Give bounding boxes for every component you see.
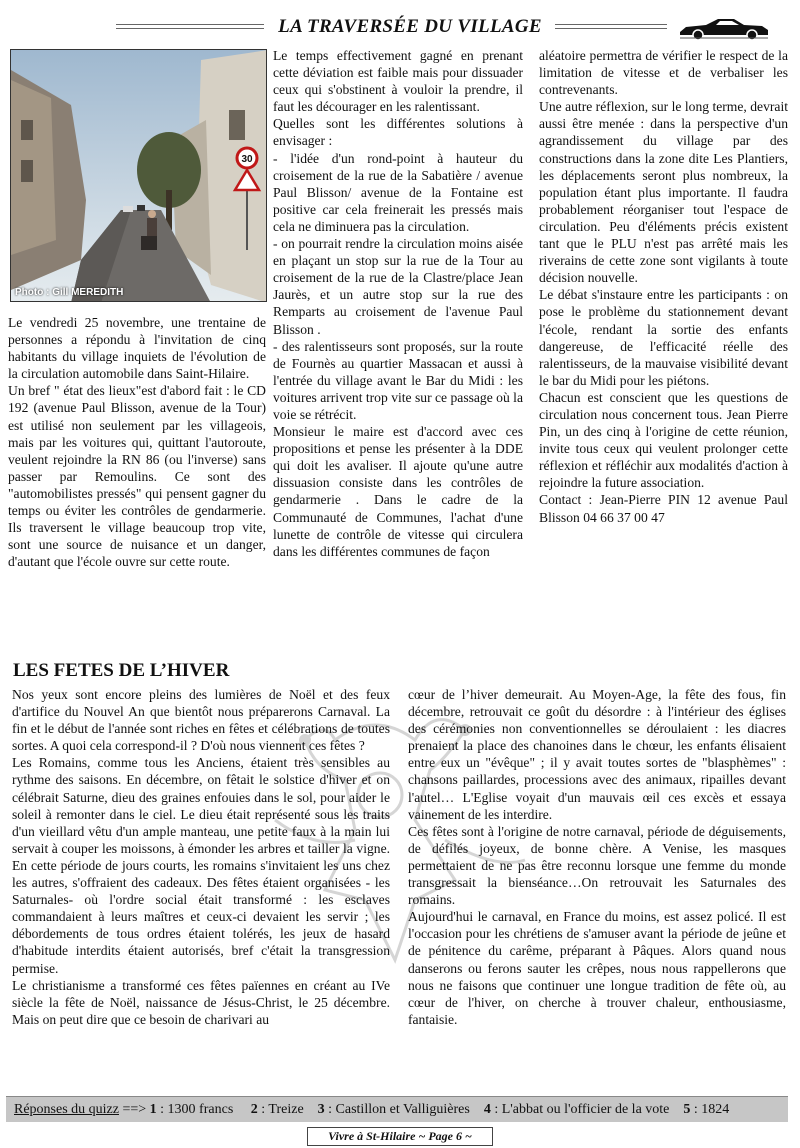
paragraph: Le christianisme a transformé ces fêtes païennes en créant au IVe siècle la fête de Noël, naissance de Jésus-Christ, le 25 décembre. Mais on peut dire que ce besoin de charivari au [12,977,390,1027]
page-footer: Vivre à St-Hilaire ~ Page 6 ~ [307,1127,493,1146]
section-title: LES FETES DE L’HIVER [13,660,230,681]
quiz-answer-text: : L'abbat ou l'officier de la vote [490,1102,670,1117]
article2-column-1 [12,686,390,1028]
paragraph: Une autre réflexion, sur le long terme, devrait aussi être menée : dans la perspective d'un agrandissement du village par des constructions dans la zone dite Les Plantiers, les déplacements seront plus nombreux, la population étant plus importante. Il faudra probablement réorganiser tout l'espace de circulation. Peu d'éléments précis existent tant que le PLU n'est pas arrêté mais les riverains de cette zone sont vigilants à toute décision nouvelle. [539,99,788,286]
quiz-answer-number: 3 [317,1102,325,1117]
quiz-answer-number: 1 [149,1102,157,1117]
paragraph: - l'idée d'un rond-point à hauteur du croisement de la rue de la Sabatière / avenue Paul Blisson/ avenue de la Fontaine est positive car cela freinerait les pressés mais cela ne diminuera pas la circulation. [273,150,523,234]
header-rule [116,24,264,25]
paragraph: Le débat s'instaure entre les participants : on pose le problème du stationnement devant l'école, rendant la sortie des enfants dangereuse, de l'efficacité réelle des ralentisseurs, de la mauvaise visibilité devant le bar du Midi pour les piétons. [539,287,788,388]
paragraph: Contact : Jean-Pierre PIN 12 avenue Paul Blisson 04 66 37 00 47 [539,492,788,525]
article2-column-2 [408,686,786,1028]
article1-column-1 [8,314,266,570]
quiz-answer-text: : Treize [257,1102,304,1117]
quiz-answers-bar [6,1096,788,1122]
paragraph: Monsieur le maire est d'accord avec ces propositions et pense les présenter à la DDE qui doit les avaliser. Il ajoute qu'une autre dissuasion consiste dans les contrôles de gendarmerie . Dans le cadre de la Communauté de Communes, l'achat d'une lunette de contrôle de vitesse qui circulera dans les différentes communes de façon [273,424,523,559]
quiz-answer-number: 2 [250,1102,258,1117]
speed-limit-sign: 30 [241,154,253,165]
paragraph: Nos yeux sont encore pleins des lumières de Noël et des feux d'artifice du Nouvel An que bientôt nous préparerons Carnaval. La fin et le début de l'année sont riches en fêtes et célébrations de toutes sortes. A quoi cela correspond-il ? D'où nous viennent ces fêtes ? [12,687,390,754]
quiz-label: Réponses du quizz [14,1102,119,1117]
quiz-answer-text: : Castillon et Valliguières [324,1102,470,1117]
paragraph: aléatoire permettra de vérifier le respect de la limitation de vitesse et de verbaliser les contrevenants. [539,48,788,98]
paragraph: Quelles sont les différentes solutions à envisager : [273,116,523,149]
quiz-answer-text: : 1824 [690,1102,730,1117]
paragraph: Un bref " état des lieux"est d'abord fait : le CD 192 (avenue Paul Blisson, avenue de la Tour) est utilisé non seulement par les villageois, mais par les voitures qui, quittant l'autoroute, veulent rejoindre la RN 86 (ou l'inverse) sans passer par Remoulins. Ce sont des "automobilistes pressés" qui pensent gagner du temps ou éviter les contrôles de gendarmerie. Ils traversent le village beaucoup trop vite, sont une source de nuisance et un danger, d'autant que l'école ouvre sur cette route. [8,383,266,570]
quiz-answer-number: 5 [683,1102,691,1117]
quiz-answer-text: : 1300 francs [156,1102,234,1117]
article1-column-2 [273,47,523,560]
paragraph: cœur de l’hiver demeurait. Au Moyen-Age, la fête des fous, fin décembre, retrouvait ce goût du désordre : à l'intérieur des églises des cérémonies non conventionnelles se déroulaient : les diacres prenaient la place des chanoines dans le chœur, les enfants élisaient entre eux un "évêque" ; il y avait toutes sortes de "blasphèmes" : chansons paillardes, processions avec des animaux, ripailles devant l'autel… L'Eglise voyait d'un mauvais œil ces excès et essaya vainement de les interdire. [408,687,786,822]
paragraph: Aujourd'hui le carnaval, en France du moins, est assez policé. Il est l'occasion pour les chrétiens de s'amuser avant la période de jeûne et de pénitence du carême, préparant à Pâques. Alors quand nous danserons ou ferons sauter les crêpes, nous nous rappellerons que nous ne faisons que continuer une longue tradition de fête où, au cœur de l'hiver, on cherche à trouver chaleur, enthousiasme, fantaisie. [408,909,786,1027]
paragraph: Ces fêtes sont à l'origine de notre carnaval, période de déguisements, de défilés joyeux, de bonne chère. A Venise, les masques permettaient de ne pas être reconnu lorsque une femme du monde transgressait la bienséance…On retrouvait les Saturnales des romains. [408,823,786,908]
quiz-answer-number: 4 [483,1102,491,1117]
paragraph: Le temps effectivement gagné en prenant cette déviation est faible mais pour dissuader ceux qui s'obstinent à vouloir la prendre, il faut les décourager en les ralentissant. [273,48,523,115]
page-header [0,14,800,44]
header-rule [116,28,264,29]
header-rule [555,28,667,29]
article1-column-3 [539,47,788,526]
photo-credit: Photo : Gill MEREDITH [15,287,124,298]
header-rule [555,24,667,25]
quiz-arrow: ==> [118,1102,150,1117]
paragraph: - des ralentisseurs sont proposés, sur la route de Fournès au quartier Massacan et aussi à l'entrée du village avant le Bar du Midi : les voitures arrivent trop vite sur ce passage où la voie se rétrécit. [273,338,523,422]
car-icon [676,14,772,42]
paragraph: Chacun est conscient que les questions de circulation nous concernent tous. Jean Pierre Pin, un des cinq à l'origine de cette réunion, invite tous ceux qui veulent prolonger cette réflexion et réfléchir aux modalités d'action à rejoindre la future association. [539,389,788,491]
paragraph: - on pourrait rendre la circulation moins aisée en plaçant un stop sur la rue de la Tour au croisement de la rue de la Clastre/place Jean Jaurès, et un autre stop sur la rue des Remparts au croisement de l'avenue Paul Blisson . [273,236,523,337]
paragraph: Le vendredi 25 novembre, une trentaine de personnes a répondu à l'invitation de cinq habitants du village inquiets de l'évolution de la circulation automobile dans Saint-Hilaire. [8,315,266,382]
article-title: LA TRAVERSÉE DU VILLAGE [278,16,542,37]
paragraph: Les Romains, comme tous les Anciens, étaient très sensibles au rythme des saisons. En décembre, on fêtait le solstice d'hiver et on célébrait Saturne, dieu des graines enfouies dans le sol, pour aider le soleil à remonter dans le ciel. Le dieu était représenté sous les traits d'un vieillard vêtu d'un ample manteau, une petite faux à la main lui servait à couper les moissons, à émonder les arbres et tailler la vigne. En cette période de jours courts, les romains s'invitaient les uns chez les autres, s'offraient des cadeaux. Des fêtes étaient organisées - les Saturnales- où l'ordre social était transformé : les esclaves commandaient à leurs maîtres et ceux-ci devaient les servir ; les débordements de tous ordres étaient tolérés, les jeux de hasard d'habitude interdits étaient autorisés, bref c'était la transgression permise. [12,755,390,976]
street-photo [10,49,267,302]
